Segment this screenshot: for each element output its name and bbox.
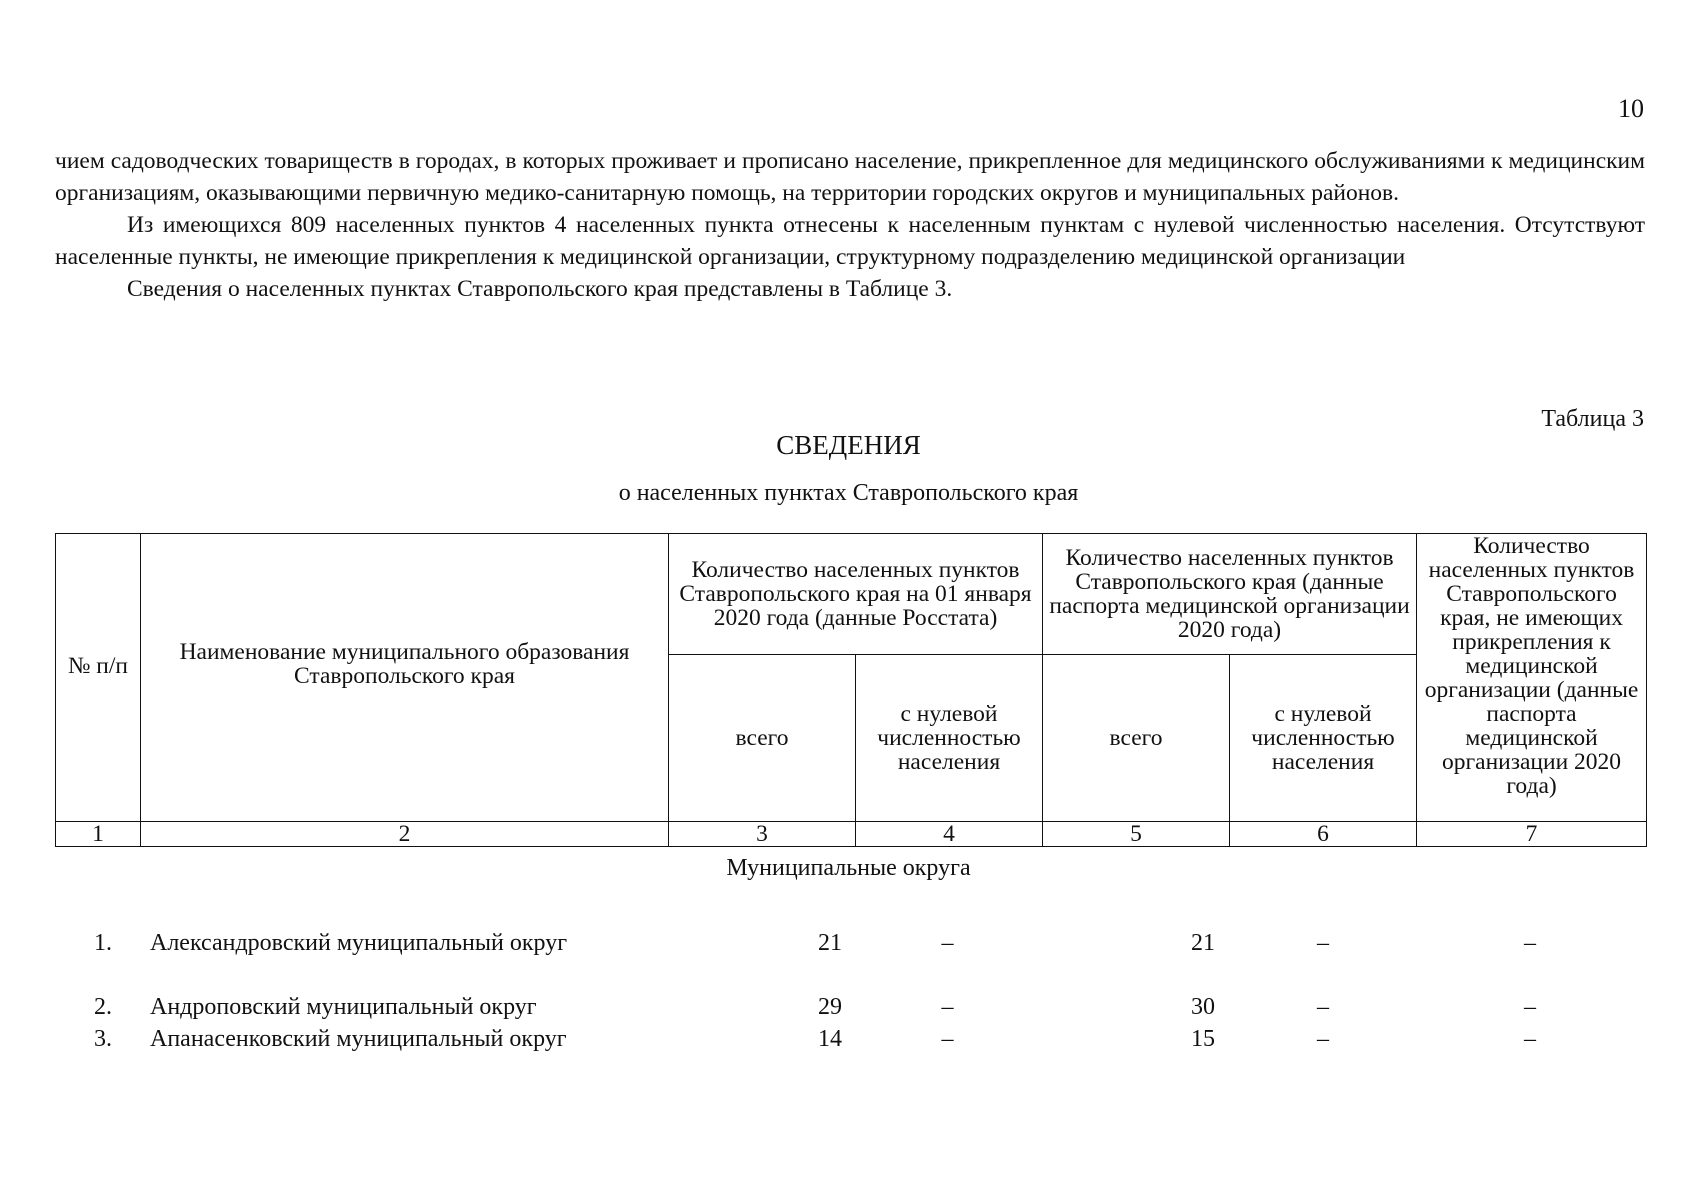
row-total: 29 — [818, 994, 842, 1020]
row-name: Андроповский муниципальный округ — [150, 994, 537, 1020]
paragraph-3: Сведения о населенных пунктах Ставропольского края представлены в Таблице 3. — [127, 276, 953, 302]
header-name: Наименование муниципального образования Ставропольского края — [141, 534, 669, 822]
table-row — [0, 1023, 1697, 1055]
header-rosstat-total: всего — [669, 655, 856, 822]
paragraph-2: Из имеющихся 809 населенных пунктов 4 населенных пункта отнесены к населенным пунктам с нулевой численностью населения. Отсутствуют населенные пункты, не имеющие прикрепления к медицинской организации, структурному подразделению медицинской организации — [55, 212, 1645, 270]
row-unattached: – — [1524, 1026, 1536, 1052]
column-number: 1 — [56, 822, 141, 847]
row-passport-zero: – — [1317, 1026, 1329, 1052]
row-passport-total: 30 — [1191, 994, 1215, 1020]
table-subtitle: о населенных пунктах Ставропольского края — [618, 480, 1079, 506]
body-text — [55, 145, 1645, 305]
row-name: Александровский муниципальный округ — [150, 930, 568, 956]
table-row — [0, 927, 1697, 959]
table-row — [0, 991, 1697, 1023]
header-passport-zero: с нулевой численностью населения — [1230, 655, 1417, 822]
header-num: № п/п — [56, 534, 141, 822]
table-label: Таблица 3 — [1541, 406, 1644, 432]
header-passport-group: Количество населенных пунктов Ставропольского края (данные паспорта медицинской организации 2020 года) — [1043, 534, 1417, 655]
page-number: 10 — [1618, 94, 1644, 123]
header-rosstat-zero: с нулевой численностью населения — [856, 655, 1043, 822]
column-number: 3 — [669, 822, 856, 847]
row-unattached: – — [1524, 930, 1536, 956]
column-number: 6 — [1230, 822, 1417, 847]
row-total: 21 — [818, 930, 842, 956]
row-index: 1. — [94, 930, 112, 956]
row-zero: – — [941, 930, 954, 956]
settlements-table-header — [55, 533, 1647, 847]
header-passport-total: всего — [1043, 655, 1230, 822]
row-passport-zero: – — [1317, 994, 1329, 1020]
row-index: 2. — [94, 994, 112, 1020]
paragraph-1: чием садоводческих товариществ в городах, в которых проживает и прописано население, прикрепленное для медицинского обслуживаниями к медицинским организациям, оказывающими первичную медико-санитарную помощь, на территории городских округов и муниципальных районов. — [55, 148, 1645, 206]
row-zero: – — [941, 994, 954, 1020]
row-passport-total: 15 — [1191, 1026, 1215, 1052]
column-numbers-row — [56, 822, 1647, 847]
row-index: 3. — [94, 1026, 112, 1052]
row-name: Апанасенковский муниципальный округ — [150, 1026, 567, 1052]
section-heading: Муниципальные округа — [726, 855, 971, 881]
row-zero: – — [941, 1026, 954, 1052]
column-number: 7 — [1417, 822, 1647, 847]
header-rosstat-group: Количество населенных пунктов Ставропольского края на 01 января 2020 года (данные Росстата) — [669, 534, 1043, 655]
column-number: 4 — [856, 822, 1043, 847]
row-passport-zero: – — [1317, 930, 1329, 956]
row-unattached: – — [1524, 994, 1536, 1020]
column-number: 2 — [141, 822, 669, 847]
table-title: СВЕДЕНИЯ — [776, 430, 921, 460]
column-number: 5 — [1043, 822, 1230, 847]
row-passport-total: 21 — [1191, 930, 1215, 956]
row-total: 14 — [818, 1026, 842, 1052]
header-unattached: Количество населенных пунктов Ставропольского края, не имеющих прикрепления к медицинской организации (данные паспорта медицинской организации 2020 года) — [1417, 534, 1647, 822]
